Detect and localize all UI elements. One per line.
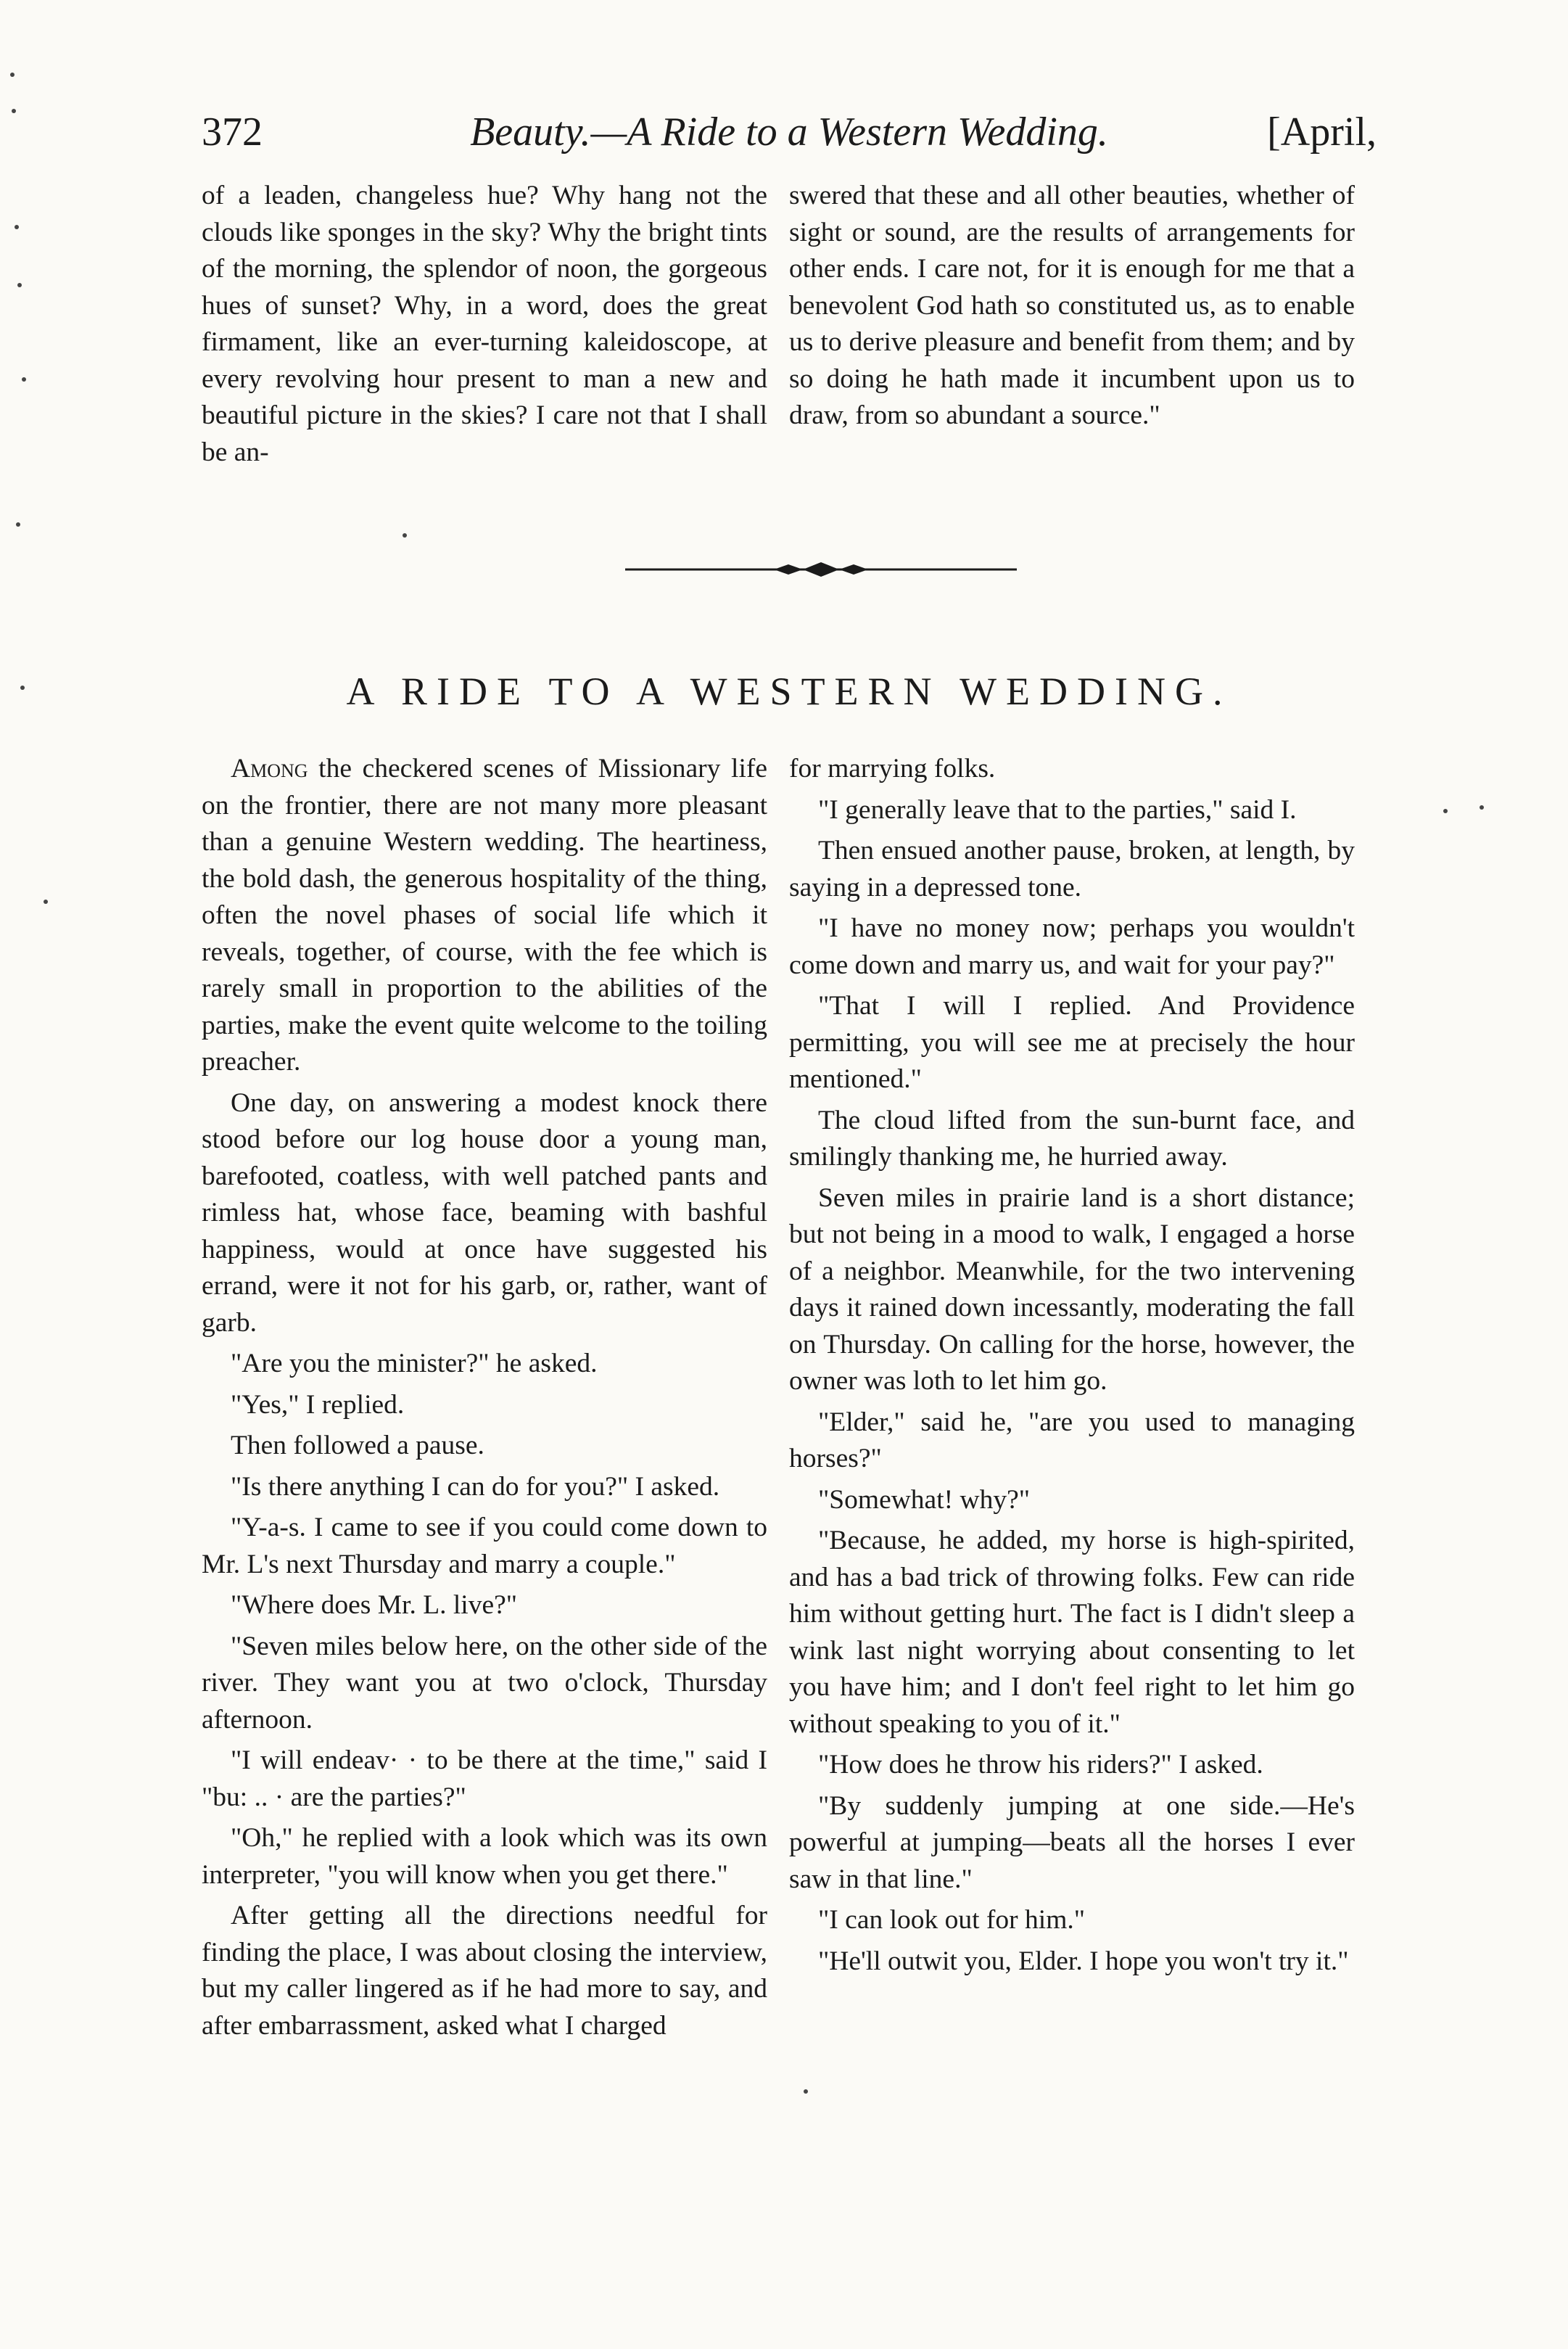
article-paragraph: "I can look out for him." xyxy=(818,1905,1086,1935)
article-paragraph: Then followed a pause. xyxy=(231,1431,484,1460)
article-paragraph: After getting all the directions needful for finding the place, I was about closing the interview, but my caller lingered as if he had more to say, and after embarrassment, asked what I charged xyxy=(202,1901,767,2041)
article-paragraph: "Are you the minister?" he asked. xyxy=(231,1349,598,1378)
article-paragraph: Seven miles in prairie land is a short distance; but not being in a mood to walk, I engaged a horse of a neighbor. Meanwhile, for the two intervening days it rained down incessantly, moderating the fall on Thursday. On calling for the horse, however, the owner was loth to let him go. xyxy=(789,1182,1355,1396)
scan-speck xyxy=(17,283,22,287)
scan-speck xyxy=(16,522,20,527)
article-paragraph: for marrying folks. xyxy=(789,754,996,783)
article-paragraph: "I have no money now; perhaps you wouldn't come down and marry us, and wait for your pay?" xyxy=(789,913,1355,980)
article-paragraph: "Because, he added, my horse is high-spirited, and has a bad trick of throwing folks. Few can ride him without getting hurt. The fact is I didn't sleep a wink last night worrying about consenting to let you have him; and I don't feel right to let him go without speaking to you of it." xyxy=(789,1526,1355,1739)
article-paragraph: "That I will I replied. And Providence permitting, you will see me at precisely the hour mentioned." xyxy=(789,991,1355,1094)
article-paragraph: "Is there anything I can do for you?" I asked. xyxy=(231,1471,720,1502)
article-paragraph: One day, on answering a modest knock there stood before our log house door a young man, barefooted, coatless, with well patched pants and rimless hat, whose face, beaming with bashful happiness, would at once have suggested his errand, were it not for his garb, or, rather, want of garb. xyxy=(202,1087,767,1338)
article-title: A RIDE TO A WESTERN WEDDING. xyxy=(346,670,1232,713)
article-paragraph: "Seven miles below here, on the other side of the river. They want you at two o'clock, Thursday afternoon. xyxy=(202,1631,767,1735)
article-paragraph: The cloud lifted from the sun-burnt face, and smilingly thanking me, he hurried away. xyxy=(789,1105,1355,1172)
article-paragraph: "Oh," he replied with a look which was its own interpreter, "you will know when you get there." xyxy=(202,1823,767,1890)
scan-speck xyxy=(20,686,25,690)
scan-speck xyxy=(15,225,19,229)
scan-speck xyxy=(10,73,15,77)
scan-speck xyxy=(44,900,48,904)
article-right-column xyxy=(789,751,1355,1980)
running-header xyxy=(202,103,1377,161)
scan-speck xyxy=(1480,805,1484,810)
previous-article-right-column xyxy=(789,178,1355,435)
article-paragraph: "I will endeav· · to be there at the time," said I "bu: .. · are the parties?" xyxy=(202,1745,767,1812)
ornamental-divider xyxy=(625,559,1017,580)
scan-speck xyxy=(22,377,26,382)
article-left-column xyxy=(202,751,767,2044)
article-paragraph: "Where does Mr. L. live?" xyxy=(231,1590,518,1620)
article-paragraph: Then ensued another pause, broken, at length, by saying in a depressed tone. xyxy=(789,836,1355,902)
previous-article-text-left: of a leaden, changeless hue? Why hang not the clouds like sponges in the sky? Why the bright tints of the morning, the splendor of noon, the gorgeous hues of sunset? Why, in a word, does the great firmament, like an ever-turning kaleidoscope, at every revolving hour present to man a new and beautiful picture in the skies? I care not that I shall be an- xyxy=(202,181,767,467)
scan-speck xyxy=(403,533,407,538)
scan-speck xyxy=(804,2089,808,2094)
article-paragraph: "He'll outwit you, Elder. I hope you won't try it." xyxy=(818,1946,1349,1976)
scan-speck xyxy=(1443,809,1448,813)
article-paragraph: "By suddenly jumping at one side.—He's powerful at jumping—beats all the horses I ever saw in that line." xyxy=(789,1790,1355,1894)
page-number: 372 xyxy=(202,110,263,155)
previous-article-left-column xyxy=(202,178,767,471)
article-paragraph: "Somewhat! why?" xyxy=(818,1484,1031,1515)
running-month: [April, xyxy=(1267,110,1377,155)
article-paragraph: "Y-a-s. I came to see if you could come down to Mr. L's next Thursday and marry a couple." xyxy=(202,1513,767,1579)
article-paragraph: Among the checkered scenes of Missionary life on the frontier, there are not many more pleasant than a genuine Western wedding. The heartiness, the bold dash, the generous hospitality of the thing, often the novel phases of social life which it reveals, together, of course, with the fee which is rarely small in proportion to the abilities of the parties, make the event quite welcome to the toiling preacher. xyxy=(202,754,767,1077)
article-paragraph: "Elder," said he, "are you used to managing horses?" xyxy=(789,1407,1355,1473)
running-title: Beauty.—A Ride to a Western Wedding. xyxy=(470,110,1108,155)
opening-small-caps: Among xyxy=(231,754,308,783)
article-paragraph: "How does he throw his riders?" I asked. xyxy=(818,1750,1263,1780)
article-paragraph: "Yes," I replied. xyxy=(231,1389,405,1420)
previous-article-text-right: swered that these and all other beauties, whether of sight or sound, are the results of arrangements for other ends. I care not, for it is enough for me that a benevolent God hath so constituted us, as to enable us to derive pleasure and benefit from them; and by so doing he hath made it incumbent upon us to draw, from so abundant a source." xyxy=(789,181,1355,430)
article-paragraph: "I generally leave that to the parties," said I. xyxy=(818,794,1297,825)
scan-speck xyxy=(12,109,16,113)
